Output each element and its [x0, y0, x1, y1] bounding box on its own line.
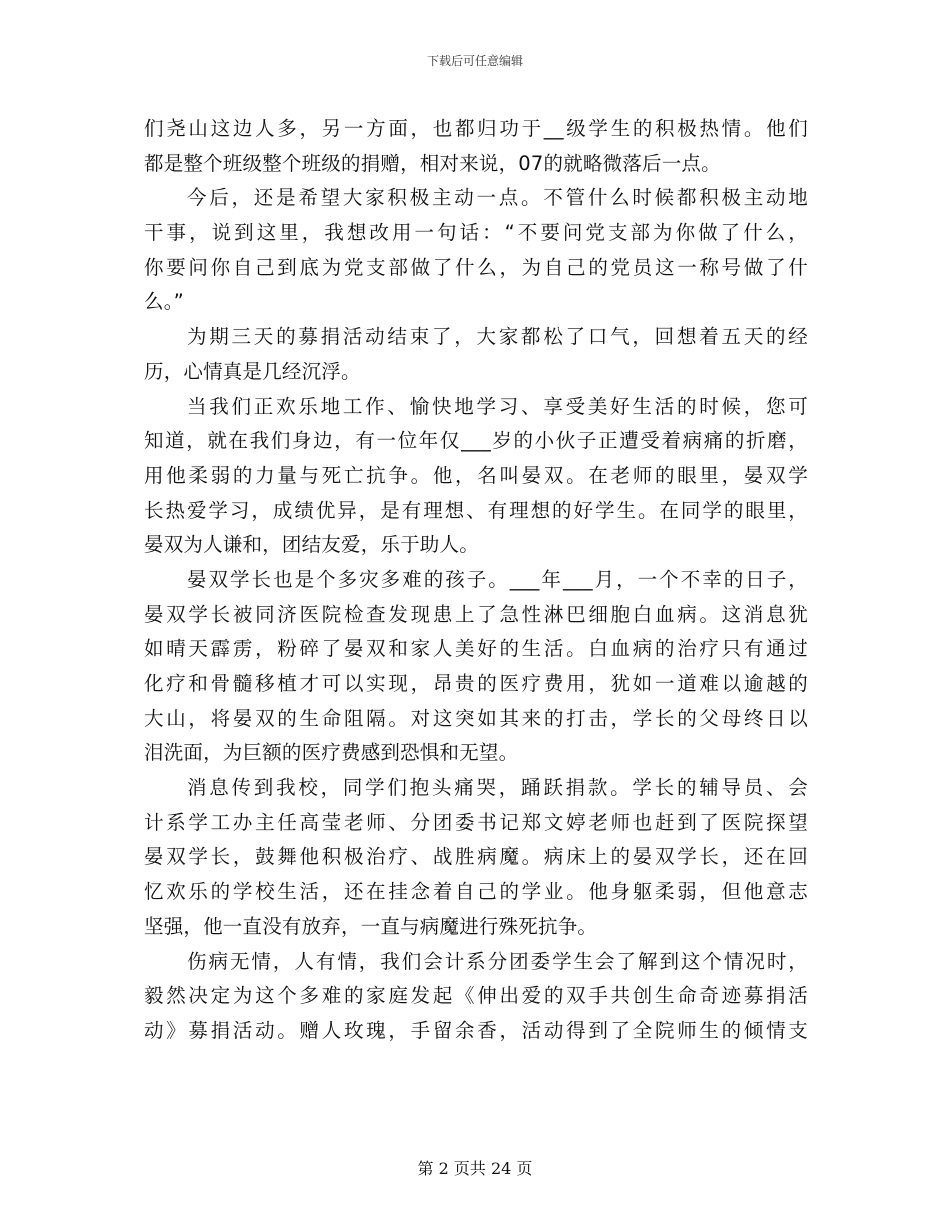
text-line: 大山，将晏双的生命阻隔。对这突如其来的打击，学长的父母终日以 — [144, 706, 808, 730]
text-line: 晏双为人谦和，团结友爱，乐于助人。 — [144, 533, 479, 557]
text-line: 为期三天的募捐活动结束了，大家都松了口气，回想着五天的经 — [187, 325, 808, 349]
text-line: 们尧山这边人多，另一方面，也都归功于__级学生的积极热情。他们 — [144, 117, 808, 140]
text-line: 晏双学长也是个多灾多难的孩子。___年___月，一个不幸的日子， — [187, 567, 808, 591]
text-line: 长热爱学习，成绩优异，是有理想、有理想的好学生。在同学的眼里， — [144, 498, 808, 522]
text-line: 坚强，他一直没有放弃，一直与病魔进行殊死抗争。 — [144, 914, 598, 938]
text-line: 如晴天霹雳，粉碎了晏双和家人美好的生活。白血病的治疗只有通过 — [144, 637, 808, 661]
text-line: 化疗和骨髓移植才可以实现，昂贵的医疗费用，犹如一道难以逾越的 — [144, 672, 808, 695]
text-line: 你要问你自己到底为党支部做了什么，为自己的党员这一称号做了什 — [144, 255, 808, 279]
text-line: 都是整个班级整个班级的捐赠，相对来说，07的就略微落后一点。 — [144, 151, 721, 175]
text-line: 今后，还是希望大家积极主动一点。不管什么时候都积极主动地 — [187, 186, 808, 210]
text-line: 伤病无情，人有情，我们会计系分团委学生会了解到这个情况时， — [187, 949, 808, 973]
text-line: 忆欢乐的学校生活，还在挂念着自己的学业。他身躯柔弱，但他意志 — [144, 880, 808, 904]
text-line: 知道，就在我们身边，有一位年仅___岁的小伙子正遭受着病痛的折磨， — [144, 429, 808, 453]
text-line: 计系学工办主任高莹老师、分团委书记郑文婷老师也赶到了医院探望 — [144, 810, 808, 834]
text-line: 毅然决定为这个多难的家庭发起《伸出爱的双手共创生命奇迹募捐活 — [144, 984, 808, 1008]
document-body — [144, 112, 808, 1049]
header-note: 下载后可任意编辑 — [426, 54, 523, 68]
text-line: 泪洗面，为巨额的医疗费感到恐惧和无望。 — [144, 741, 519, 765]
text-line: 消息传到我校，同学们抱头痛哭，踊跃捐款。学长的辅导员、会 — [187, 776, 808, 800]
text-line: 晏双学长，鼓舞他积极治疗、战胜病魔。病床上的晏双学长，还在回 — [144, 845, 808, 869]
text-line: 么。” — [144, 290, 184, 314]
page-footer: 第 2 页共 24 页 — [417, 1159, 533, 1178]
text-line: 晏双学长被同济医院检查发现患上了急性淋巴细胞白血病。这消息犹 — [144, 602, 808, 626]
text-line: 历，心情真是几经沉浮。 — [144, 359, 361, 383]
text-line: 用他柔弱的力量与死亡抗争。他，名叫晏双。在老师的眼里，晏双学 — [144, 463, 808, 487]
text-line: 当我们正欢乐地工作、愉快地学习、享受美好生活的时候，您可 — [187, 394, 808, 418]
text-line: 动》募捐活动。赠人玫瑰，手留余香，活动得到了全院师生的倾情支 — [144, 1018, 808, 1042]
text-line: 干事，说到这里，我想改用一句话：“不要问党支部为你做了什么， — [144, 221, 808, 245]
